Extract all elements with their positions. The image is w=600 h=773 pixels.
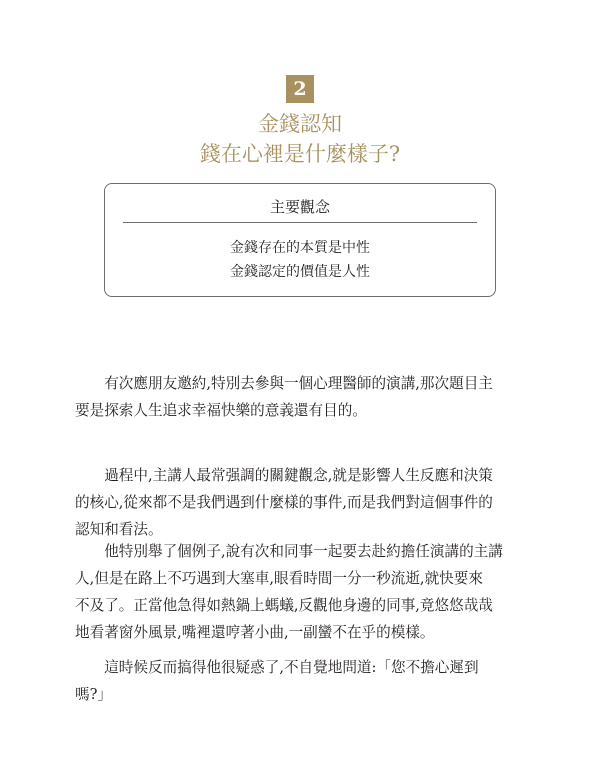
paragraph-line: 不及了。正當他急得如熱鍋上螞蟻,反觀他身邊的同事,竟悠悠哉哉 bbox=[75, 597, 493, 614]
paragraph-line: 認知和看法。 bbox=[75, 521, 163, 538]
paragraph-line: 人,但是在路上不巧遇到大塞車,眼看時間一分一秒流逝,就快要來 bbox=[75, 570, 483, 587]
key-concepts-heading: 主要觀念 bbox=[269, 198, 330, 216]
key-concepts-box bbox=[104, 183, 496, 297]
paragraph-line: 他特別舉了個例子,說有次和同事一起要去赴約擔任演講的主講 bbox=[75, 543, 503, 560]
body-paragraph-4 bbox=[75, 654, 525, 708]
paragraph-line: 的核心,從來都不是我們遇到什麼樣的事件,而是我們對這個事件的 bbox=[75, 494, 493, 511]
paragraph-line: 過程中,主講人最常强調的關鍵觀念,就是影響人生反應和決策 bbox=[75, 467, 493, 484]
paragraph-line: 地看著窗外風景,嘴裡還哼著小曲,一副蠻不在乎的模樣。 bbox=[75, 624, 435, 641]
paragraph-line: 嗎?」 bbox=[75, 686, 113, 703]
paragraph-line: 這時候反而搞得他很疑惑了,不自覺地問道:「您不擔心遲到 bbox=[75, 659, 479, 676]
body-paragraph-1 bbox=[75, 370, 525, 424]
key-concept-line: 金錢認定的價值是人性 bbox=[230, 264, 370, 280]
body-paragraph-2 bbox=[75, 462, 525, 543]
paragraph-line: 要是探索人生追求幸福快樂的意義還有目的。 bbox=[75, 402, 367, 419]
key-concept-line: 金錢存在的本質是中性 bbox=[230, 240, 370, 256]
chapter-title: 金錢認知 bbox=[258, 112, 342, 136]
divider bbox=[123, 222, 477, 223]
paragraph-line: 有次應朋友邀約,特別去參與一個心理醫師的演講,那次題目主 bbox=[75, 375, 493, 392]
chapter-subtitle: 錢在心裡是什麼樣子? bbox=[199, 142, 401, 166]
chapter-number-badge: 2 bbox=[286, 75, 314, 103]
body-paragraph-3 bbox=[75, 538, 525, 646]
